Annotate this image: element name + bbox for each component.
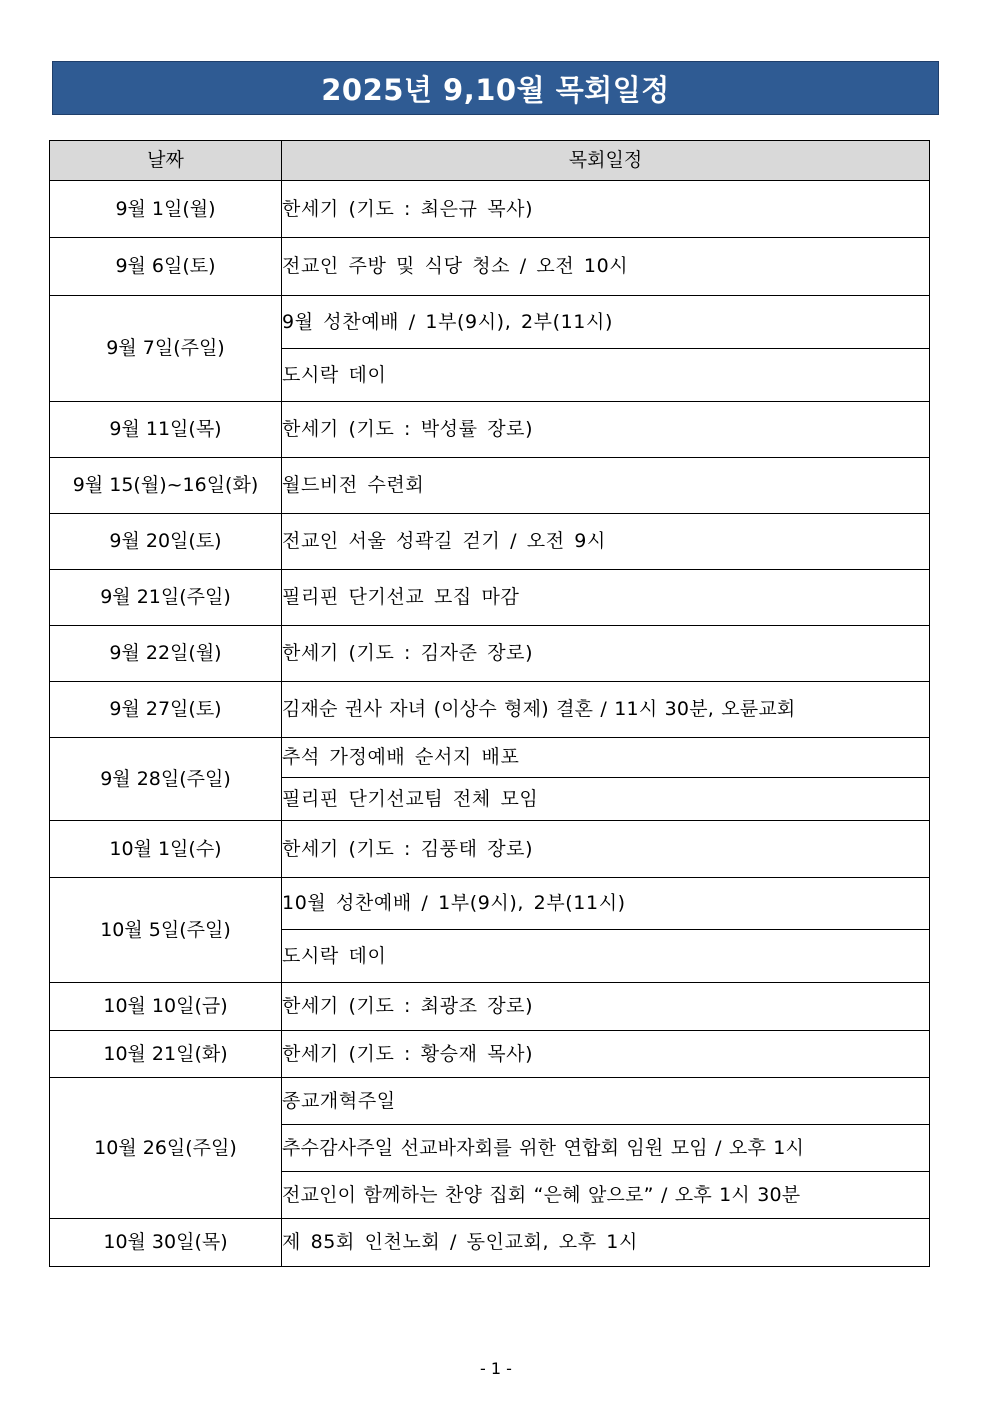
table-row xyxy=(50,181,930,238)
event-cell: 제 85회 인천노회 / 동인교회, 오후 1시 xyxy=(282,1219,930,1267)
table-row xyxy=(50,983,930,1031)
page-number: - 1 - xyxy=(480,1359,512,1378)
header-event: 목회일정 xyxy=(282,141,930,181)
table-row xyxy=(50,1031,930,1078)
table-row xyxy=(50,1078,930,1125)
event-cell: 한세기 (기도 : 박성률 장로) xyxy=(282,402,930,458)
event-cell: 한세기 (기도 : 최은규 목사) xyxy=(282,181,930,238)
page-title: 2025년 9,10월 목회일정 xyxy=(321,72,670,107)
event-cell: 한세기 (기도 : 최광조 장로) xyxy=(282,983,930,1031)
event-cell: 도시락 데이 xyxy=(282,930,930,983)
date-cell: 9월 21일(주일) xyxy=(50,570,282,626)
event-cell: 추석 가정예배 순서지 배포 xyxy=(282,738,930,778)
table-row xyxy=(50,458,930,514)
date-cell: 9월 28일(주일) xyxy=(50,738,282,821)
event-cell: 월드비전 수련회 xyxy=(282,458,930,514)
event-cell: 추수감사주일 선교바자회를 위한 연합회 임원 모임 / 오후 1시 xyxy=(282,1125,930,1172)
date-cell: 9월 1일(월) xyxy=(50,181,282,238)
date-cell: 10월 30일(목) xyxy=(50,1219,282,1267)
event-cell: 필리핀 단기선교 모집 마감 xyxy=(282,570,930,626)
event-cell: 도시락 데이 xyxy=(282,349,930,402)
date-cell: 9월 11일(목) xyxy=(50,402,282,458)
table-row xyxy=(50,238,930,296)
table-row xyxy=(50,1219,930,1267)
date-cell: 9월 22일(월) xyxy=(50,626,282,682)
date-cell: 10월 21일(화) xyxy=(50,1031,282,1078)
date-cell: 10월 26일(주일) xyxy=(50,1078,282,1219)
event-cell: 10월 성찬예배 / 1부(9시), 2부(11시) xyxy=(282,878,930,930)
event-cell: 한세기 (기도 : 황승재 목사) xyxy=(282,1031,930,1078)
date-cell: 9월 15(월)~16일(화) xyxy=(50,458,282,514)
table-row xyxy=(50,514,930,570)
table-row xyxy=(50,878,930,930)
date-cell: 10월 5일(주일) xyxy=(50,878,282,983)
event-cell: 한세기 (기도 : 김자준 장로) xyxy=(282,626,930,682)
table-row xyxy=(50,626,930,682)
table-row xyxy=(50,296,930,349)
schedule-body xyxy=(50,181,930,1267)
event-cell: 전교인이 함께하는 찬양 집회 “은혜 앞으로” / 오후 1시 30분 xyxy=(282,1172,930,1219)
date-cell: 9월 27일(토) xyxy=(50,682,282,738)
event-cell: 김재순 권사 자녀 (이상수 형제) 결혼 / 11시 30분, 오륜교회 xyxy=(282,682,930,738)
table-row xyxy=(50,738,930,778)
table-row xyxy=(50,682,930,738)
schedule-table xyxy=(49,140,930,1267)
event-cell: 필리핀 단기선교팀 전체 모임 xyxy=(282,778,930,821)
title-banner xyxy=(52,61,939,115)
date-cell: 10월 1일(수) xyxy=(50,821,282,878)
table-header-row xyxy=(50,141,930,181)
table-row xyxy=(50,821,930,878)
table-row xyxy=(50,570,930,626)
table-row xyxy=(50,402,930,458)
date-cell: 9월 6일(토) xyxy=(50,238,282,296)
event-cell: 전교인 서울 성곽길 걷기 / 오전 9시 xyxy=(282,514,930,570)
date-cell: 10월 10일(금) xyxy=(50,983,282,1031)
event-cell: 한세기 (기도 : 김풍태 장로) xyxy=(282,821,930,878)
date-cell: 9월 20일(토) xyxy=(50,514,282,570)
event-cell: 종교개혁주일 xyxy=(282,1078,930,1125)
date-cell: 9월 7일(주일) xyxy=(50,296,282,402)
event-cell: 전교인 주방 및 식당 청소 / 오전 10시 xyxy=(282,238,930,296)
event-cell: 9월 성찬예배 / 1부(9시), 2부(11시) xyxy=(282,296,930,349)
header-date: 날짜 xyxy=(50,141,282,181)
